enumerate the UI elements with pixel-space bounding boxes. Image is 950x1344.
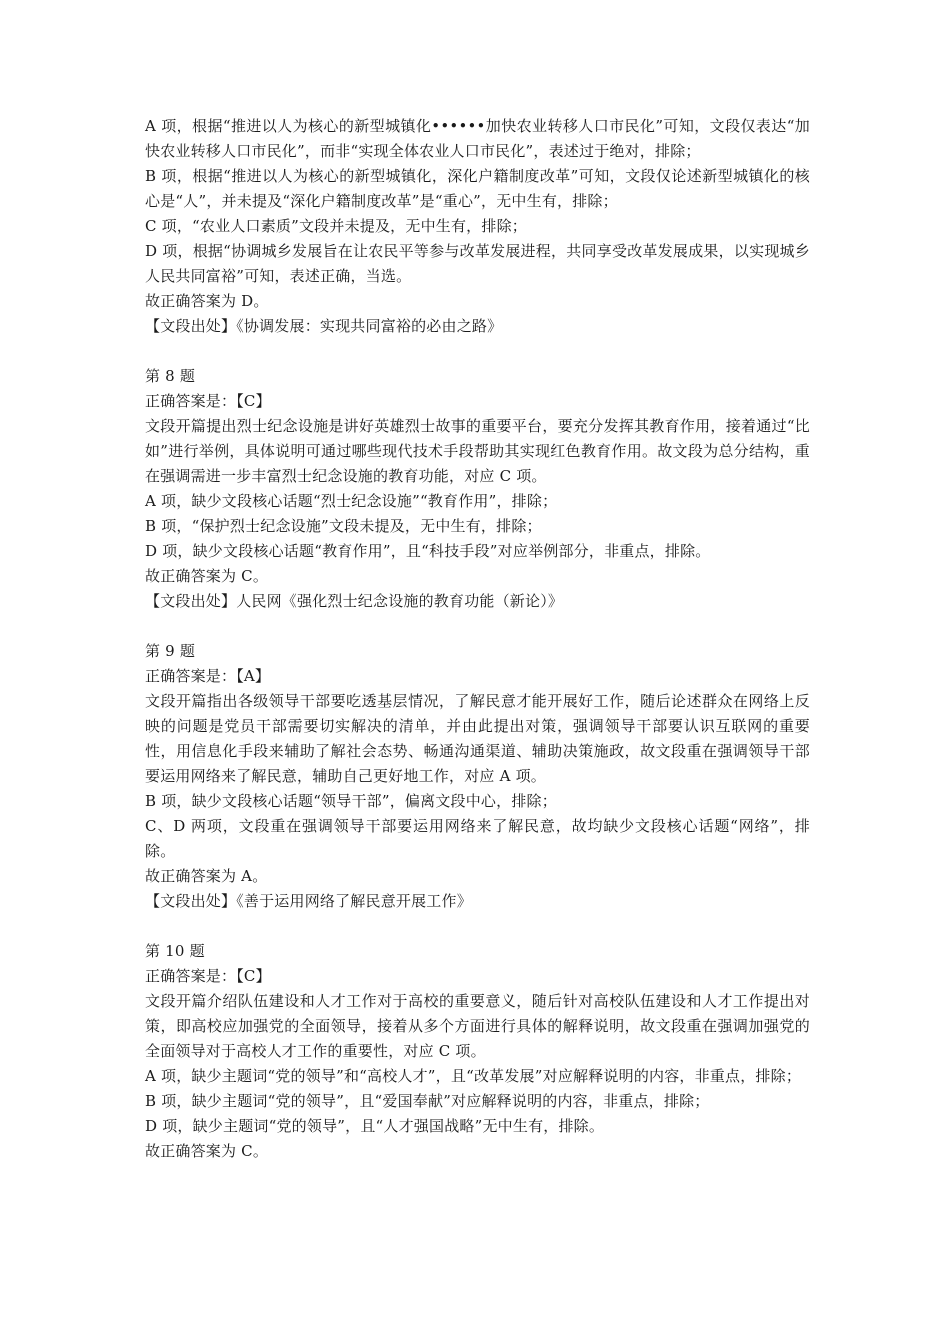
source-citation: 【文段出处】《协调发展：实现共同富裕的必由之路》 (145, 317, 503, 335)
option-d-analysis: D 项，根据“协调城乡发展旨在让农民平等参与改革发展进程，共同享受改革发展成果，以实现城乡人民共同富裕”可知，表述正确，当选。 (145, 242, 810, 285)
correct-answer: 正确答案是：【C】 (145, 392, 271, 410)
source-citation: 【文段出处】《善于运用网络了解民意开展工作》 (145, 892, 472, 910)
section-spacer (145, 339, 810, 364)
final-answer: 故正确答案为 C。 (145, 567, 269, 585)
option-b-analysis: B 项，缺少主题词“党的领导”，且“爱国奉献”对应解释说明的内容，非重点，排除； (145, 1092, 710, 1110)
option-b-analysis: B 项，“保护烈士纪念设施”文段未提及，无中生有，排除； (145, 517, 542, 535)
option-a-analysis: A 项，缺少文段核心话题“烈士纪念设施”“教育作用”，排除； (145, 492, 558, 510)
option-b-analysis: B 项，根据“推进以人为核心的新型城镇化，深化户籍制度改革”可知，文段仅论述新型城镇化的核心是“人”，并未提及“深化户籍制度改革”是“重心”，无中生有，排除； (145, 167, 810, 210)
option-a-analysis: A 项，根据“推进以人为核心的新型城镇化••••••加快农业转移人口市民化”可知，文段仅表达“加快农业转移人口市民化”，而非“实现全体农业人口市民化”，表述过于绝对，排除； (145, 117, 810, 160)
option-a-analysis: A 项，缺少主题词“党的领导”和“高校人才”，且“改革发展”对应解释说明的内容，非重点，排除； (145, 1067, 802, 1085)
document-body (145, 114, 810, 1164)
source-citation: 【文段出处】人民网《强化烈士纪念设施的教育功能（新论）》 (145, 592, 564, 610)
section-q8 (145, 364, 810, 614)
option-c-analysis: C 项，“农业人口素质”文段并未提及，无中生有，排除； (145, 217, 527, 235)
final-answer: 故正确答案为 A。 (145, 867, 268, 885)
section-q9 (145, 639, 810, 914)
final-answer: 故正确答案为 C。 (145, 1142, 269, 1160)
correct-answer: 正确答案是：【A】 (145, 667, 271, 685)
question-number: 第 10 题 (145, 942, 205, 960)
option-cd-analysis: C、D 两项，文段重在强调领导干部要运用网络来了解民意，故均缺少文段核心话题“网络”，排除。 (145, 817, 810, 860)
passage-analysis: 文段开篇介绍队伍建设和人才工作对于高校的重要意义，随后针对高校队伍建设和人才工作提出对策，即高校应加强党的全面领导，接着从多个方面进行具体的解释说明，故文段重在强调加强党的全面领导对于高校人才工作的重要性，对应 C 项。 (145, 992, 810, 1060)
option-d-analysis: D 项，缺少主题词“党的领导”，且“人才强国战略”无中生有，排除。 (145, 1117, 605, 1135)
final-answer: 故正确答案为 D。 (145, 292, 269, 310)
section-q10 (145, 939, 810, 1164)
option-d-analysis: D 项，缺少文段核心话题“教育作用”，且“科技手段”对应举例部分，非重点，排除。 (145, 542, 711, 560)
passage-analysis: 文段开篇指出各级领导干部要吃透基层情况，了解民意才能开展好工作，随后论述群众在网络上反映的问题是党员干部需要切实解决的清单，并由此提出对策，强调领导干部要认识互联网的重要性，用信息化手段来辅助了解社会态势、畅通沟通渠道、辅助决策施政，故文段重在强调领导干部要运用网络来了解民意，辅助自己更好地工作，对应 A 项。 (145, 692, 810, 785)
question-number: 第 9 题 (145, 642, 196, 660)
option-b-analysis: B 项，缺少文段核心话题“领导干部”，偏离文段中心，排除； (145, 792, 557, 810)
section-q7-analysis (145, 114, 810, 339)
question-number: 第 8 题 (145, 367, 196, 385)
section-spacer (145, 914, 810, 939)
correct-answer: 正确答案是：【C】 (145, 967, 271, 985)
passage-analysis: 文段开篇提出烈士纪念设施是讲好英雄烈士故事的重要平台，要充分发挥其教育作用，接着通过“比如”进行举例，具体说明可通过哪些现代技术手段帮助其实现红色教育作用。故文段为总分结构，重在强调需进一步丰富烈士纪念设施的教育功能，对应 C 项。 (145, 417, 810, 485)
section-spacer (145, 614, 810, 639)
